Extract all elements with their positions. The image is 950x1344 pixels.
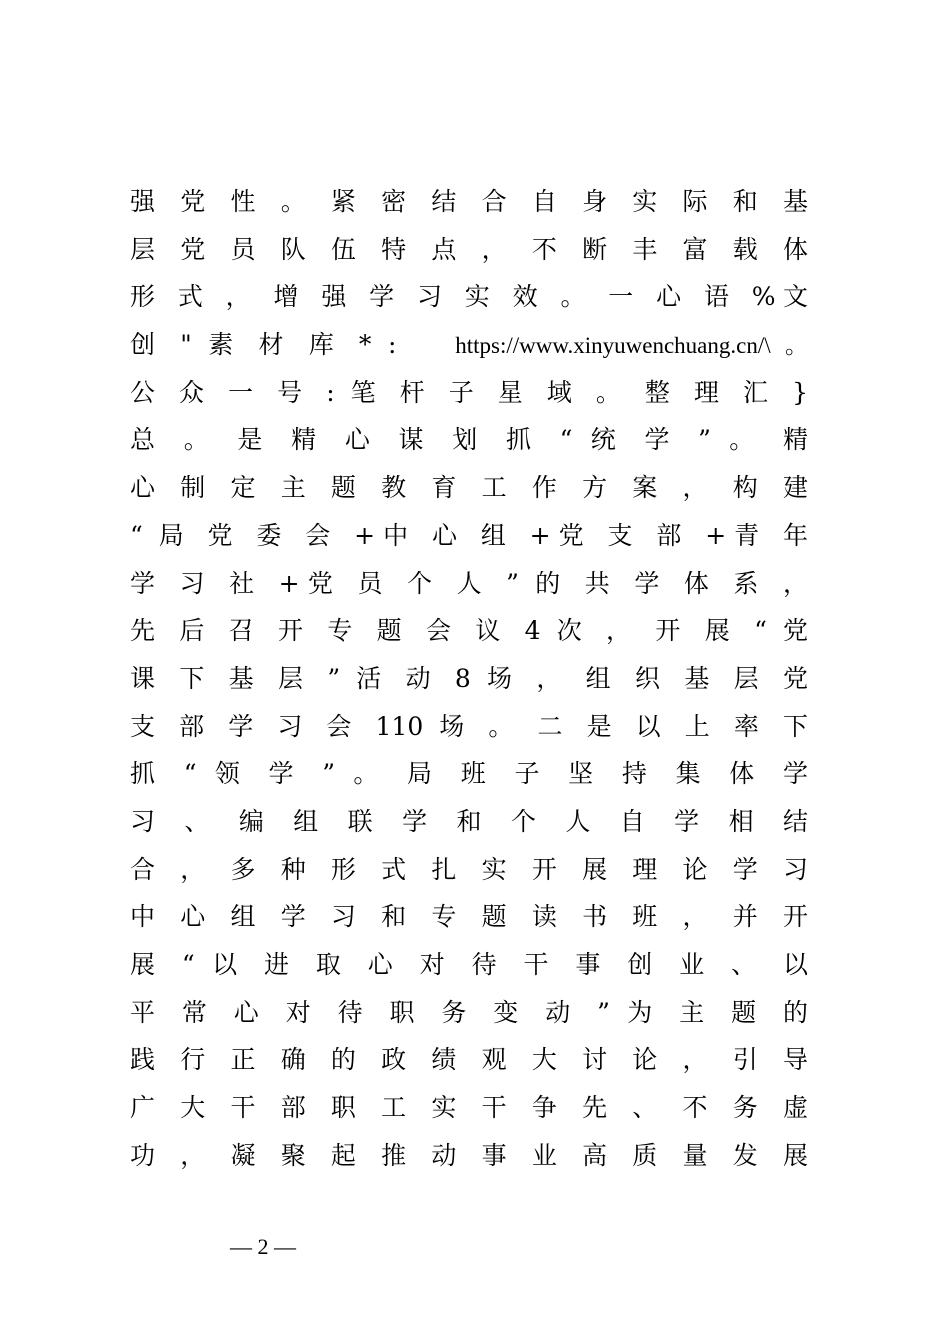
text-line-prefix: 创 " 素 材 库 * : (130, 330, 397, 360)
url-text: https://www.xinyuwenchuang.cn/\ 。 (455, 333, 808, 359)
text-line: 学 习 社 +党 员 个 人 ” 的 共 学 体 系 ， (130, 568, 808, 598)
text-line: 公 众 一 号 : 笔 杆 子 星 域 。 整 理 汇 } (130, 377, 808, 407)
text-line: “ 局 党 委 会 +中 心 组 +党 支 部 +青 年 (130, 520, 808, 550)
text-line: 抓 “ 领 学 ” 。 局 班 子 坚 持 集 体 学 (130, 759, 808, 789)
page-number: — 2 — (230, 1234, 296, 1259)
text-line: 践 行 正 确 的 政 绩 观 大 讨 论 ， 引 导 (130, 1045, 808, 1075)
text-line: 广 大 干 部 职 工 实 干 争 先 、 不 务 虚 (130, 1093, 808, 1123)
text-line: 心 制 定 主 题 教 育 工 作 方 案 ， 构 建 (130, 473, 808, 503)
text-line: 支 部 学 习 会 110 场 。 二 是 以 上 率 下 (130, 711, 808, 741)
text-line: 课 下 基 层 ” 活 动 8 场 ， 组 织 基 层 党 (130, 663, 808, 693)
text-line: 平 常 心 对 待 职 务 变 动 ” 为 主 题 的 (130, 997, 808, 1027)
body-text (130, 178, 808, 1179)
text-line: 先 后 召 开 专 题 会 议 4 次 ， 开 展 “ 党 (130, 616, 808, 646)
text-line: 合 ， 多 种 形 式 扎 实 开 展 理 论 学 习 (130, 854, 808, 884)
text-line: 展 “ 以 进 取 心 对 待 干 事 创 业 、 以 (130, 950, 808, 979)
text-line: 强 党 性 。 紧 密 结 合 自 身 实 际 和 基 (130, 187, 808, 216)
text-line: 形 式 ， 增 强 学 习 实 效 。 一 心 语 %文 (130, 282, 808, 312)
text-line: 功 ， 凝 聚 起 推 动 事 业 高 质 量 发 展 (130, 1140, 808, 1170)
text-line: 习 、 编 组 联 学 和 个 人 自 学 相 结 (130, 806, 808, 836)
text-line: 层 党 员 队 伍 特 点 ， 不 断 丰 富 载 体 (130, 234, 808, 264)
text-line: 中 心 组 学 习 和 专 题 读 书 班 ， 并 开 (130, 902, 808, 932)
text-line-with-url (130, 321, 808, 369)
text-line: 总 。 是 精 心 谋 划 抓 “ 统 学 ” 。 精 (130, 425, 808, 455)
